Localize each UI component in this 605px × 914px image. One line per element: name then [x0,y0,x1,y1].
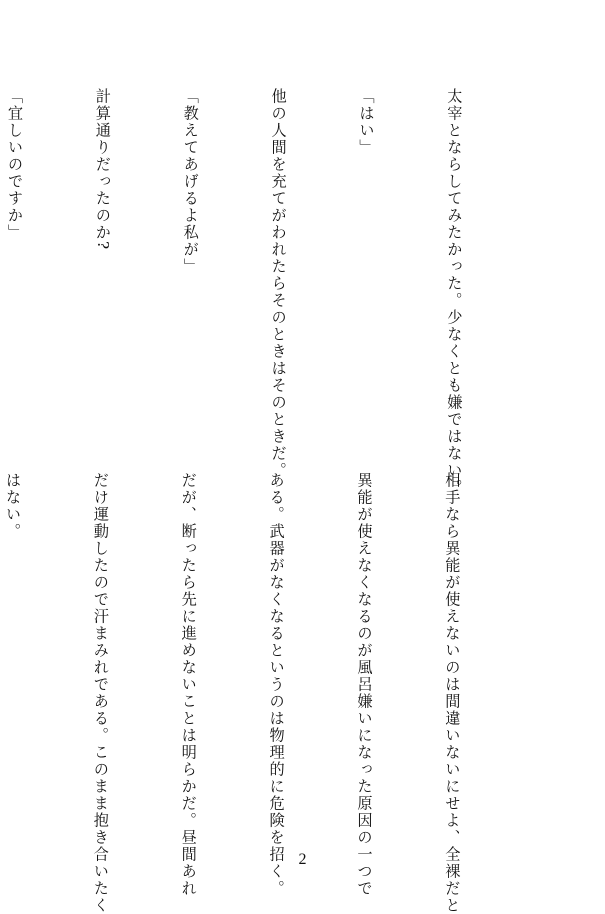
text-line: 異能が使えなくなるのが風呂嫌いになった原因の一つで [355,472,374,897]
text-line: 「教えてあげるよ私が」 [181,88,200,275]
text-line: 太宰とならしてみたかった。少なくとも嫌ではない。 [445,88,464,496]
lower-text-block [3,472,525,914]
text-line: 相手なら異能が使えないのは間違いないにせよ、全裸だと [443,472,462,914]
text-line: ある。武器がなくなるというのは物理的に危険を招く。 [267,472,286,897]
text-line: だが、断ったら先に進めないことは明らかだ。昼間あれ [179,472,198,897]
text-line: 他の人間を充てがわれたらそのときはそのときだ。 [269,88,288,479]
text-line: 「宜しいのですか」 [5,88,24,241]
text-line: 計算通りだったのか? [93,88,112,251]
text-line: はない。 [3,472,22,540]
upper-text-block [5,88,527,496]
text-line: 「はい」 [357,88,376,156]
page-number: 2 [298,851,307,868]
text-line: だけ運動したので汗まみれである。このまま抱き合いたく [91,472,110,914]
